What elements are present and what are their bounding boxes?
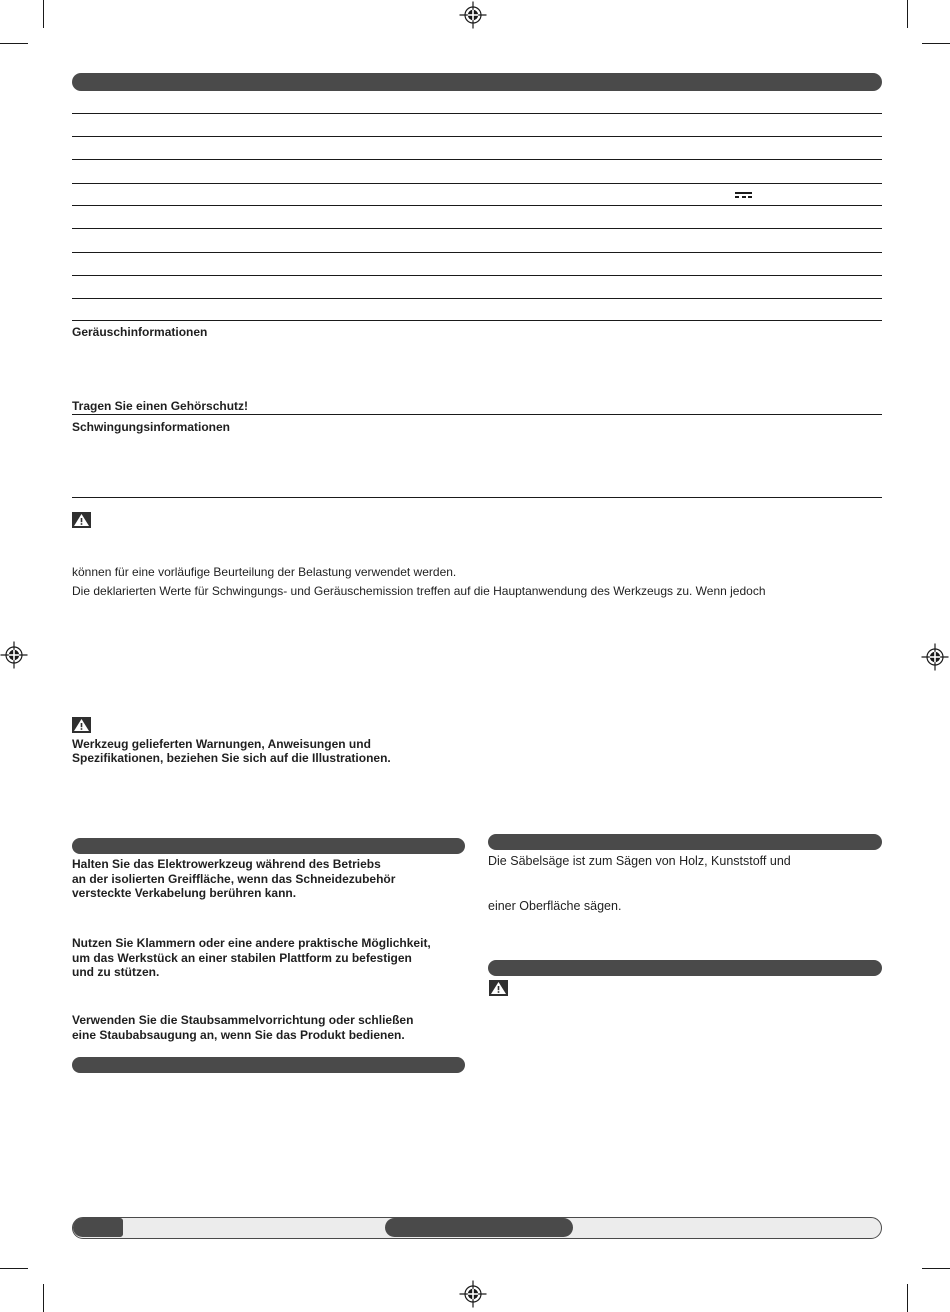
- warning-triangle-icon: [72, 717, 91, 733]
- crop-mark-top-right-v: [907, 0, 908, 28]
- registration-mark-top: [459, 1, 487, 29]
- registration-mark-left: [0, 641, 28, 669]
- crop-mark-bottom-left-v: [43, 1284, 44, 1312]
- vibration-info-heading: Schwingungsinformationen: [72, 420, 230, 434]
- registration-mark-right: [921, 643, 949, 671]
- left-paragraph-2-line1: Nutzen Sie Klammern oder eine andere praktische Möglichkeit,: [72, 936, 431, 950]
- left-paragraph-1-line2: an der isolierten Greiffläche, wenn das Schneidezubehör: [72, 871, 396, 886]
- left-section-footer-bar: [72, 1057, 465, 1073]
- spec-table-rule: [72, 159, 882, 160]
- assessment-text-line1: können für eine vorläufige Beurteilung der Belastung verwendet werden.: [72, 565, 457, 579]
- noise-info-heading: Geräuschinformationen: [72, 325, 208, 339]
- spec-section-header-bar: [72, 73, 882, 91]
- spec-table-rule: [72, 252, 882, 253]
- spec-table-rule: [72, 320, 882, 321]
- left-paragraph-1: [72, 857, 474, 901]
- crop-mark-top-right-h: [922, 43, 950, 44]
- warning-triangle-icon: [72, 512, 91, 528]
- crop-mark-bottom-right-h: [922, 1268, 950, 1269]
- intended-use-line2: einer Oberfläche sägen.: [488, 899, 622, 913]
- left-paragraph-2: [72, 936, 474, 980]
- spec-table-rule: [72, 275, 882, 276]
- crop-mark-top-left-h: [0, 43, 28, 44]
- left-section-header-bar: [72, 838, 465, 854]
- assessment-text-line2: Die deklarierten Werte für Schwingungs- und Geräuschemission treffen auf die Hauptanwendung des Werkzeugs zu. Wenn jedoch: [72, 584, 766, 598]
- rule-under-hearing-warning: [72, 414, 882, 415]
- left-paragraph-2-line3: und zu stützen.: [72, 965, 160, 980]
- direct-current-icon: [735, 192, 752, 198]
- spec-table-rule: [72, 183, 882, 184]
- spec-table-rule: [72, 205, 882, 206]
- footer-language-strip: [72, 1217, 882, 1239]
- left-paragraph-3-line1: Verwenden Sie die Staubsammelvorrichtung oder schließen: [72, 1013, 414, 1027]
- crop-mark-top-left-v: [43, 0, 44, 28]
- spec-table-rule: [72, 113, 882, 114]
- right-section-header-bar: [488, 834, 882, 850]
- left-paragraph-3: [72, 1013, 474, 1042]
- warning-triangle-icon: [489, 980, 508, 996]
- intended-use-line1: Die Säbelsäge ist zum Sägen von Holz, Kunststoff und: [488, 854, 791, 868]
- footer-segment-left: [73, 1218, 123, 1237]
- spec-table-rule: [72, 298, 882, 299]
- safety-note-line2: Spezifikationen, beziehen Sie sich auf die Illustrationen.: [72, 751, 391, 765]
- spec-table-rule: [72, 136, 882, 137]
- crop-mark-bottom-right-v: [907, 1284, 908, 1312]
- section-divider-rule: [72, 497, 882, 498]
- registration-mark-bottom: [459, 1280, 487, 1308]
- hearing-protection-warning: Tragen Sie einen Gehörschutz!: [72, 399, 249, 413]
- safety-note-line1: Werkzeug gelieferten Warnungen, Anweisungen und: [72, 737, 371, 751]
- footer-segment-current: [385, 1218, 573, 1237]
- left-paragraph-2-line2: um das Werkstück an einer stabilen Plattform zu befestigen: [72, 950, 412, 965]
- left-paragraph-1-line3: versteckte Verkabelung berühren kann.: [72, 886, 297, 901]
- spec-table-rule: [72, 228, 882, 229]
- left-paragraph-1-line1: Halten Sie das Elektrowerkzeug während des Betriebs: [72, 857, 381, 871]
- crop-mark-bottom-left-h: [0, 1268, 28, 1269]
- left-paragraph-3-line2: eine Staubabsaugung an, wenn Sie das Produkt bedienen.: [72, 1027, 405, 1042]
- right-warning-section-bar: [488, 960, 882, 976]
